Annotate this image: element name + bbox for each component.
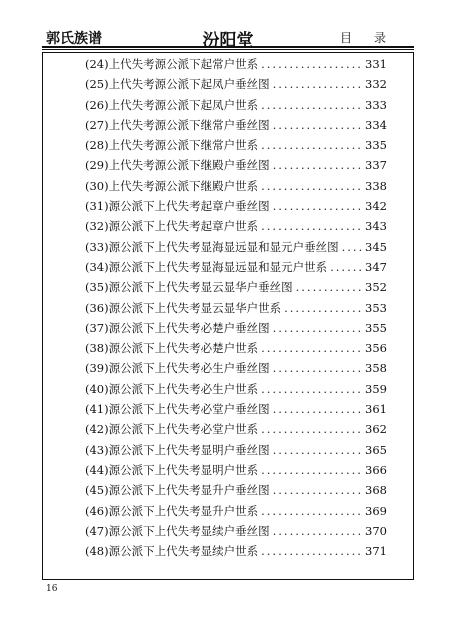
toc-entry [85, 259, 387, 279]
toc-entry-page: 371 [365, 544, 387, 559]
toc-leader-dots [273, 483, 362, 497]
toc-entry-page: 359 [365, 381, 387, 396]
toc-leader-dots [261, 57, 362, 71]
toc-entry-label: (25)上代失考源公派下起凤户垂丝图 [85, 77, 270, 92]
toc-entry-page: 335 [365, 138, 387, 153]
toc-leader-dots [261, 98, 362, 112]
page-number: 16 [46, 584, 58, 594]
header-rule [42, 46, 414, 48]
toc-entry-label: (28)上代失考源公派下继常户世系 [85, 138, 259, 153]
toc-entry-label: (40)源公派下上代失考必生户世系 [85, 381, 259, 396]
toc-leader-dots [296, 280, 362, 294]
toc-leader-dots [330, 260, 362, 274]
toc-entry [85, 442, 387, 462]
toc-entry [85, 482, 387, 502]
toc-entry [85, 76, 387, 96]
toc-entry-label: (41)源公派下上代失考必堂户垂丝图 [85, 402, 270, 417]
toc-leader-dots [261, 463, 362, 477]
toc-entry-label: (34)源公派下上代失考显海显远显和显元户世系 [85, 259, 328, 274]
toc-entry [85, 543, 387, 563]
toc-entry-label: (43)源公派下上代失考显明户垂丝图 [85, 442, 270, 457]
toc-entry [85, 279, 387, 299]
toc-entry-label: (47)源公派下上代失考显续户垂丝图 [85, 523, 270, 538]
toc-leader-dots [342, 240, 362, 254]
toc-entry-page: 332 [365, 77, 387, 92]
toc-entry-label: (45)源公派下上代失考显升户垂丝图 [85, 483, 270, 498]
toc-entry-page: 338 [365, 178, 387, 193]
toc-entry [85, 239, 387, 259]
hall-name: 汾阳堂 [202, 31, 254, 51]
toc-entry-page: 343 [365, 219, 387, 234]
toc-entry-label: (39)源公派下上代失考必生户垂丝图 [85, 361, 270, 376]
toc-entry [85, 503, 387, 523]
toc-leader-dots [261, 179, 362, 193]
toc-entry-page: 362 [365, 422, 387, 437]
toc-entry-label: (36)源公派下上代失考显云显华户世系 [85, 300, 282, 315]
toc-entry-label: (32)源公派下上代失考起章户世系 [85, 219, 259, 234]
toc-leader-dots [261, 219, 362, 233]
toc-entry-page: 358 [365, 361, 387, 376]
toc-leader-dots [261, 382, 362, 396]
toc-leader-dots [273, 361, 362, 375]
toc-leader-dots [261, 138, 362, 152]
toc-entry-page: 368 [365, 483, 387, 498]
toc-entry [85, 320, 387, 340]
table-of-contents [85, 56, 387, 563]
page-header [42, 24, 414, 51]
toc-entry-label: (44)源公派下上代失考显明户世系 [85, 462, 259, 477]
toc-leader-dots [261, 544, 362, 558]
toc-entry-label: (33)源公派下上代失考显海显远显和显元户垂丝图 [85, 239, 339, 254]
toc-entry [85, 56, 387, 76]
toc-entry-page: 365 [365, 442, 387, 457]
toc-entry [85, 157, 387, 177]
toc-entry [85, 97, 387, 117]
book-title: 郭氏族谱 [46, 31, 102, 47]
toc-entry-label: (35)源公派下上代失考显云显华户垂丝图 [85, 280, 293, 295]
toc-entry-page: 370 [365, 523, 387, 538]
toc-entry-label: (27)上代失考源公派下继常户垂丝图 [85, 117, 270, 132]
toc-entry [85, 401, 387, 421]
toc-leader-dots [261, 422, 362, 436]
toc-entry [85, 117, 387, 137]
header-rule-thin [42, 49, 414, 50]
toc-entry-page: 333 [365, 97, 387, 112]
toc-entry [85, 178, 387, 198]
toc-leader-dots [261, 341, 362, 355]
toc-entry-page: 334 [365, 117, 387, 132]
toc-entry [85, 381, 387, 401]
toc-entry-label: (37)源公派下上代失考必楚户垂丝图 [85, 320, 270, 335]
toc-leader-dots [273, 443, 362, 457]
toc-leader-dots [273, 524, 362, 538]
toc-entry [85, 360, 387, 380]
toc-entry-page: 347 [365, 259, 387, 274]
toc-entry-label: (30)上代失考源公派下继殿户世系 [85, 178, 259, 193]
toc-entry-label: (26)上代失考源公派下起凤户世系 [85, 97, 259, 112]
toc-entry [85, 218, 387, 238]
toc-entry [85, 462, 387, 482]
toc-entry-label: (42)源公派下上代失考必堂户世系 [85, 422, 259, 437]
toc-entry-page: 361 [365, 402, 387, 417]
toc-entry-label: (38)源公派下上代失考必楚户世系 [85, 341, 259, 356]
toc-leader-dots [273, 321, 362, 335]
toc-entry [85, 340, 387, 360]
toc-leader-dots [261, 504, 362, 518]
toc-leader-dots [273, 199, 362, 213]
toc-entry [85, 137, 387, 157]
toc-entry-page: 353 [365, 300, 387, 315]
toc-entry [85, 421, 387, 441]
toc-entry [85, 523, 387, 543]
toc-entry-label: (46)源公派下上代失考显升户世系 [85, 503, 259, 518]
toc-leader-dots [273, 118, 362, 132]
toc-leader-dots [284, 301, 362, 315]
section-title: 目录 [339, 31, 408, 45]
toc-entry [85, 198, 387, 218]
toc-entry-label: (31)源公派下上代失考起章户垂丝图 [85, 199, 270, 214]
toc-entry-page: 342 [365, 199, 387, 214]
toc-entry-page: 356 [365, 341, 387, 356]
toc-entry-label: (48)源公派下上代失考显续户世系 [85, 544, 259, 559]
toc-entry-page: 366 [365, 462, 387, 477]
toc-leader-dots [273, 158, 362, 172]
toc-entry [85, 300, 387, 320]
toc-leader-dots [273, 402, 362, 416]
toc-entry-label: (29)上代失考源公派下继殿户垂丝图 [85, 158, 270, 173]
toc-leader-dots [273, 77, 362, 91]
toc-entry-page: 345 [365, 239, 387, 254]
toc-entry-page: 369 [365, 503, 387, 518]
toc-entry-page: 355 [365, 320, 387, 335]
toc-entry-page: 352 [365, 280, 387, 295]
toc-entry-page: 331 [365, 57, 387, 71]
toc-entry-label: (24)上代失考源公派下起常户世系 [85, 57, 259, 71]
toc-entry-page: 337 [365, 158, 387, 173]
